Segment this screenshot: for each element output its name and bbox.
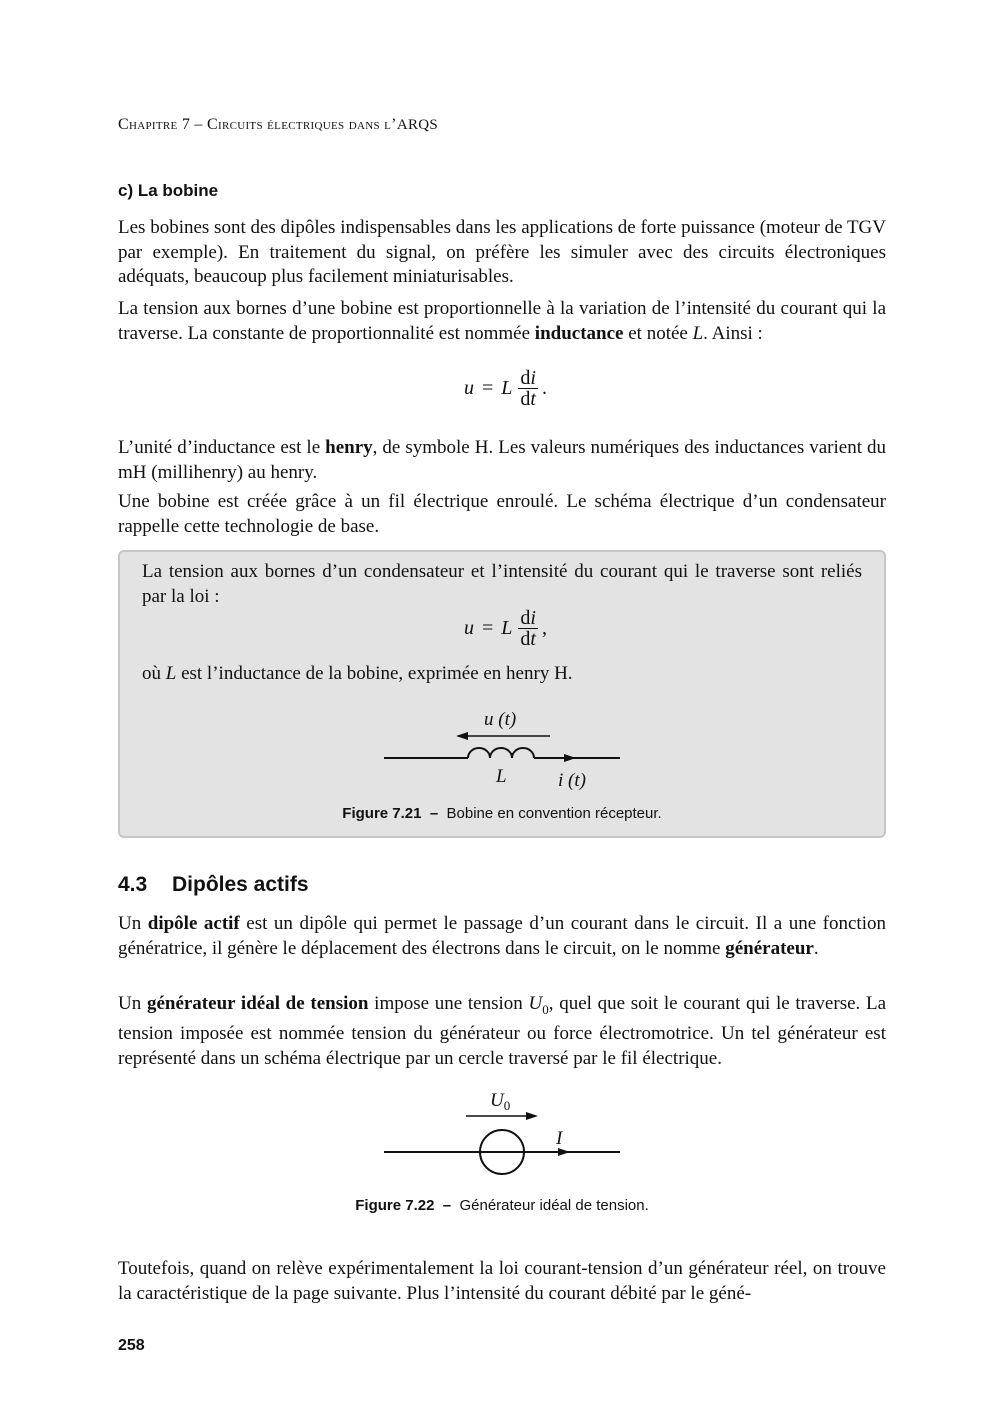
definition-box (118, 550, 886, 838)
p6-text-b: impose une tension (368, 993, 529, 1014)
eq1-fraction (518, 368, 538, 409)
header-chapter: Chapitre 7 – Circuits électriques dans l’ (118, 116, 397, 133)
label-U0 (490, 1090, 510, 1113)
box-eq-equals: = (482, 617, 494, 639)
p3-bold: henry (325, 437, 373, 458)
fig21-text: Bobine en convention récepteur. (446, 805, 662, 822)
box-eq-lhs: u (464, 617, 474, 639)
section-heading (118, 873, 309, 897)
fig22-num: Figure 7.22 (355, 1197, 435, 1214)
fig21-sep: – (429, 805, 439, 822)
p5-text-b: est un dipôle qui permet le passage d’un courant dans le circuit. Il a une fonction génératrice, il génère le déplacement des électrons dans le circuit, on le nomme (118, 913, 886, 959)
box-text-1: La tension aux bornes d’un condensateur et l’intensité du courant qui le traverse sont reliés par la loi : (142, 561, 862, 607)
box-eq-end: , (541, 617, 547, 639)
eq1-den-t: t (530, 388, 536, 410)
inductor-diagram (120, 696, 884, 796)
eq1-den-d: d (520, 388, 531, 410)
section-title: Dipôles actifs (172, 873, 309, 896)
box-eq-num-d: d (520, 607, 531, 629)
paragraph-6 (118, 992, 886, 1071)
label-u-t: u (t) (484, 709, 517, 730)
fig21-num: Figure 7.21 (342, 805, 422, 822)
p6-bold: générateur idéal de tension (146, 993, 369, 1014)
paragraph-3 (118, 436, 886, 485)
voltage-arrowhead-2 (526, 1112, 538, 1120)
subsection-title: c) La bobine (118, 181, 219, 200)
box-equation (464, 608, 547, 649)
box-text-2-L: L (165, 663, 177, 684)
current-arrowhead-2 (558, 1148, 570, 1156)
p2-text-a: La tension aux bornes d’une bobine est proportionnelle à la variation de l’intensité du courant qui la traverse. La constante de proportionnalité est nommée (118, 298, 886, 344)
voltage-arrowhead (456, 732, 468, 740)
box-eq-fraction (518, 608, 538, 649)
figure-7-21-caption (120, 805, 884, 822)
eq1-numerator (518, 368, 538, 389)
box-eq-den-t: t (530, 628, 536, 650)
paragraph-4: Une bobine est créée grâce à un fil électrique enroulé. Le schéma électrique d’un condensateur rappelle cette technologie de base. (118, 491, 886, 537)
eq1-num-d: d (520, 367, 531, 389)
header-arqs: ARQS (396, 117, 439, 133)
p2-bold: inductance (534, 322, 624, 344)
generator-diagram (370, 1082, 634, 1182)
current-arrowhead (564, 754, 576, 762)
p3-text-b: , de symbole H. Les valeurs numériques des inductances varient du mH (millihenry) au henry. (118, 437, 886, 483)
box-eq-denominator (520, 629, 536, 649)
p6-text-c: , quel que soit le courant qui le traverse. La tension imposée est nommée tension du générateur ou force électromotrice. Un tel générateur est représenté dans un schéma électrique par un cercle traversé par le fil électrique. (118, 993, 887, 1069)
label-U-sub: 0 (503, 1098, 511, 1113)
label-i-t: i (t) (558, 770, 586, 791)
p6-sub: 0 (542, 1001, 549, 1017)
p5-bold-2: générateur (725, 937, 814, 959)
box-eq-numerator (518, 608, 538, 629)
box-eq-num-i: i (530, 607, 536, 629)
label-I: I (556, 1128, 563, 1149)
page-number: 258 (118, 1337, 145, 1354)
paragraph-5 (118, 912, 886, 961)
box-text-2-a: où (142, 663, 166, 684)
figure-7-22-caption (118, 1197, 886, 1214)
p5-bold: dipôle actif (147, 913, 240, 934)
p2-text-b: et notée (623, 322, 693, 344)
p6-U: U (528, 993, 543, 1014)
fig22-sep: – (442, 1197, 452, 1214)
p2-text-c: . Ainsi : (703, 322, 763, 344)
p2-L: L (692, 322, 704, 344)
inductor-coil (468, 748, 534, 758)
paragraph-1: Les bobines sont des dipôles indispensables dans les applications de forte puissance (moteur de TGV par exemple). En traitement du signal, on préfère les simuler avec des circuits électroniques adéquats, beaucoup plus facilement miniaturisables. (118, 217, 886, 287)
eq1-denominator (520, 389, 536, 409)
eq1-lhs: u (464, 377, 474, 399)
p6-text-a: Un (118, 993, 147, 1014)
eq1-equals: = (482, 377, 494, 399)
eq1-num-i: i (530, 367, 536, 389)
paragraph-7: Toutefois, quand on relève expérimentalement la loi courant-tension d’un générateur réel, on trouve la caractéristique de la page suivante. Plus l’intensité du courant débité par le géné- (118, 1258, 886, 1304)
section-number: 4.3 (118, 873, 148, 896)
p5-text-c: . (813, 937, 819, 959)
box-eq-coef: L (501, 617, 513, 639)
paragraph-2 (118, 297, 886, 346)
p3-text-a: L’unité d’inductance est le (118, 437, 326, 458)
equation-1 (464, 368, 547, 409)
running-header (118, 116, 438, 134)
eq1-coef: L (501, 377, 513, 399)
box-text-2-b: est l’inductance de la bobine, exprimée en henry H. (176, 663, 573, 684)
label-U: U (490, 1090, 504, 1111)
box-eq-den-d: d (520, 628, 531, 650)
label-L: L (496, 766, 507, 787)
box-text-2 (142, 662, 862, 687)
eq1-end: . (541, 377, 547, 399)
p5-text-a: Un (118, 913, 148, 934)
fig22-text: Générateur idéal de tension. (459, 1197, 649, 1214)
